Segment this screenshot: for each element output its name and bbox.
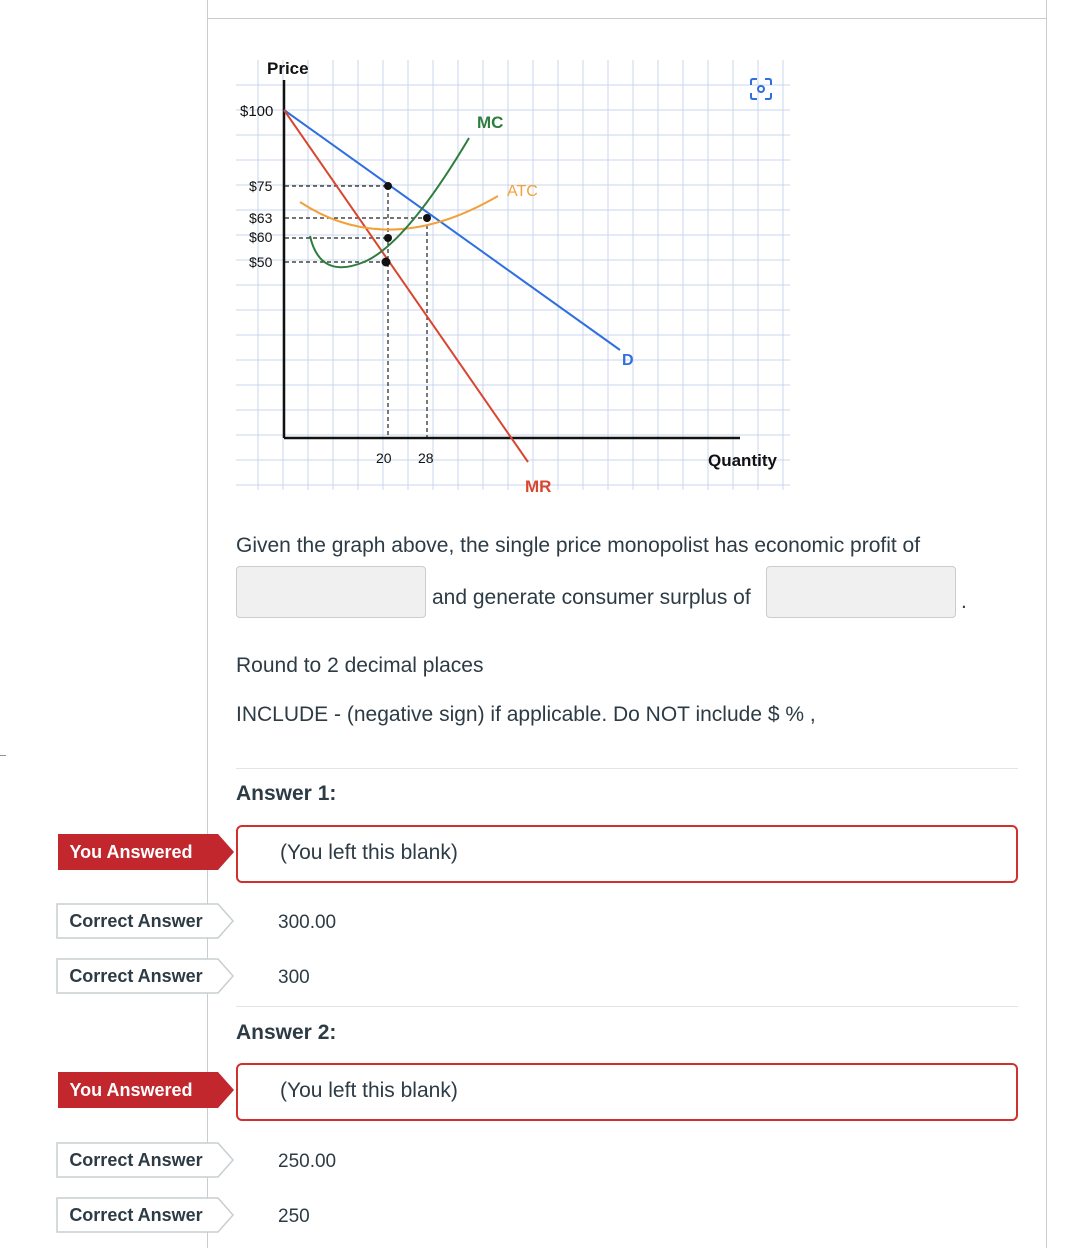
correct-answer-label-1a: Correct Answer xyxy=(69,911,203,931)
answer-2-response-box xyxy=(236,1063,1018,1121)
price-tick-100: $100 xyxy=(240,103,274,120)
demand-label: D xyxy=(622,352,634,369)
price-tick-50: $50 xyxy=(249,254,273,270)
mr-label: MR xyxy=(525,477,552,496)
answer-1-response-box xyxy=(236,825,1018,883)
separator-2 xyxy=(236,1006,1018,1007)
atc-label: ATC xyxy=(507,183,538,200)
question-line-2: and generate consumer surplus of xyxy=(432,586,751,609)
dashed-guides xyxy=(285,186,427,437)
x-axis-label: Quantity xyxy=(708,451,777,470)
demand-curve xyxy=(284,110,620,350)
mr-curve xyxy=(284,110,528,462)
correct-answer-value-1b: 300 xyxy=(278,967,310,988)
format-instruction: INCLUDE - (negative sign) if applicable. Do NOT include $ % , xyxy=(236,703,816,726)
correct-answer-tag-2b-label-wrap xyxy=(56,1197,216,1233)
quantity-tick-28: 28 xyxy=(418,450,434,466)
price-tick-63: $63 xyxy=(249,210,273,226)
monopoly-graph xyxy=(228,50,798,505)
y-axis-label: Price xyxy=(267,59,309,78)
correct-answer-tag-1a-label-wrap xyxy=(56,903,216,939)
atc-curve xyxy=(300,196,498,230)
rounding-instruction: Round to 2 decimal places xyxy=(236,654,484,677)
correct-answer-value-2a: 250.00 xyxy=(278,1151,337,1172)
answer-2-title: Answer 2: xyxy=(236,1021,337,1044)
question-line-2-period: . xyxy=(961,590,967,613)
correct-answer-value-1a: 300.00 xyxy=(278,912,337,933)
correct-answer-tag-1b-label-wrap xyxy=(56,958,216,994)
answer-1-title: Answer 1: xyxy=(236,782,337,805)
price-tick-60: $60 xyxy=(249,229,273,245)
answer-1-response: (You left this blank) xyxy=(280,841,458,864)
correct-answer-tag-2a-label-wrap xyxy=(56,1142,216,1178)
you-answered-tag-2-label-wrap xyxy=(56,1072,206,1108)
correct-answer-label-1b: Correct Answer xyxy=(69,966,203,986)
graph-grid xyxy=(236,60,790,490)
question-line-1: Given the graph above, the single price monopolist has economic profit of xyxy=(236,534,921,557)
answer-2-response: (You left this blank) xyxy=(280,1079,458,1102)
profit-blank-input[interactable] xyxy=(236,566,426,618)
mc-curve xyxy=(310,138,469,267)
you-answered-label-2: You Answered xyxy=(69,1080,193,1100)
question-panel-header xyxy=(207,0,1047,19)
expand-image-icon[interactable] xyxy=(751,79,771,99)
left-edge-mark xyxy=(0,755,6,756)
you-answered-tag-1-label-wrap xyxy=(56,834,206,870)
key-points xyxy=(382,182,432,267)
correct-answer-label-2b: Correct Answer xyxy=(69,1205,203,1225)
correct-answer-label-2a: Correct Answer xyxy=(69,1150,203,1170)
you-answered-label-1: You Answered xyxy=(69,842,193,862)
price-tick-75: $75 xyxy=(249,178,273,194)
separator-1 xyxy=(236,768,1018,769)
graph-axes xyxy=(284,80,740,438)
correct-answer-value-2b: 250 xyxy=(278,1206,310,1227)
quantity-tick-20: 20 xyxy=(376,450,392,466)
consumer-surplus-blank-input[interactable] xyxy=(766,566,956,618)
mc-label: MC xyxy=(477,113,504,132)
